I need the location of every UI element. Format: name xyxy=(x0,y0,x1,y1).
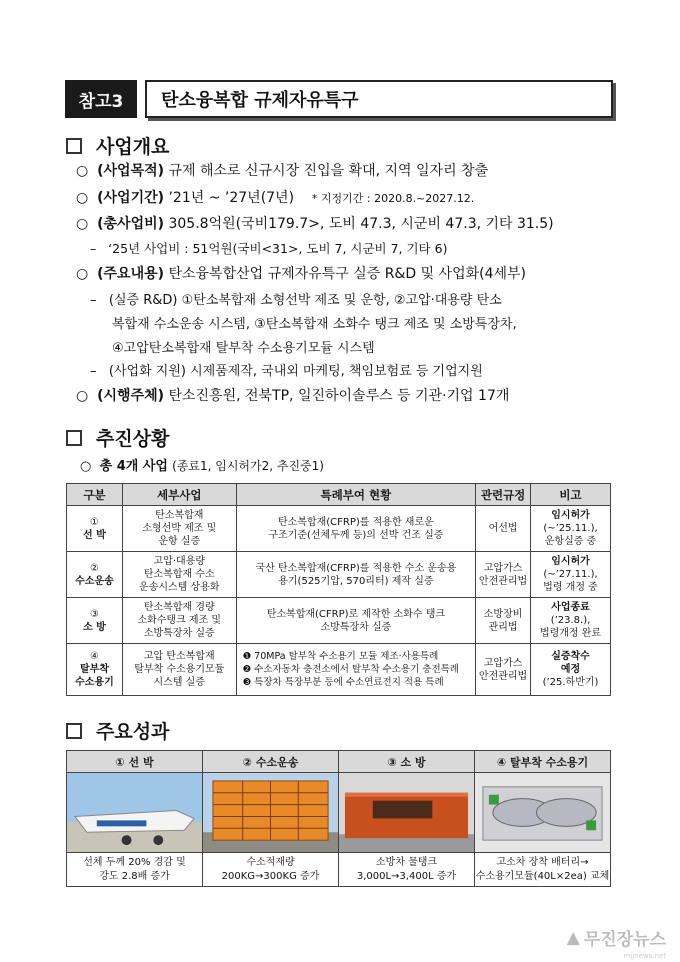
desc-line: 200KG→300KG 증가 xyxy=(221,871,320,882)
reference-tag: 참고3 xyxy=(65,80,137,118)
desc-line: 수소용기모듈(40L×2ea) 교체 xyxy=(475,871,610,882)
summary-detail: (종료1, 임시허가2, 추진중1) xyxy=(172,459,324,473)
line-text: 규제 해소로 신규시장 진입을 확대, 지역 일자리 창출 xyxy=(168,163,489,179)
special-line: 탄소복합재(CFRP)를 적용한 새로운 xyxy=(277,516,434,528)
section-overview-heading xyxy=(66,132,169,159)
checkbox-square-icon xyxy=(66,138,82,154)
overview-line-4 xyxy=(90,239,447,259)
project-line: 운항 실증 xyxy=(158,536,201,547)
page-title xyxy=(145,80,613,118)
note-line: (~’27.11.), xyxy=(543,569,598,580)
project-line: 소형선박 제조 및 xyxy=(142,523,217,534)
boat-photo xyxy=(67,773,202,853)
fire-tank-image xyxy=(339,773,474,852)
table-row xyxy=(67,552,611,598)
bullet: – xyxy=(90,241,97,256)
row-note xyxy=(531,506,611,552)
watermark-url: mjjnews.net xyxy=(623,952,666,960)
special-line: 소방특장차 실증 xyxy=(320,621,392,633)
line-label: (총사업비) xyxy=(97,216,165,232)
rule-line: 고압가스 xyxy=(483,657,523,669)
desc-line: 강도 2.8배 증가 xyxy=(99,871,170,882)
note-line: 법령개정 완료 xyxy=(539,628,602,639)
special-line: ❶ 70MPa 탈부착 수소용기 모듈 제조·사용특례 xyxy=(242,651,439,662)
project-line: 시스템 실증 xyxy=(153,677,205,688)
result-caption: ② 수소운송 xyxy=(203,751,338,773)
overview-line-8 xyxy=(112,339,375,359)
detachable-container-photo xyxy=(475,773,610,853)
col-header-rule: 관련규정 xyxy=(476,484,531,506)
row-project xyxy=(122,506,236,552)
overview-line-9 xyxy=(90,362,483,382)
row-special xyxy=(236,552,476,598)
row-rule xyxy=(476,598,531,644)
row-name: 탈부착 수소용기 xyxy=(75,664,114,688)
row-category xyxy=(67,506,123,552)
hydrogen-tank-image xyxy=(203,773,338,852)
row-special xyxy=(236,598,476,644)
bullet: ○ xyxy=(76,190,89,206)
desc-line: 3,000L→3,400L 증가 xyxy=(356,871,457,882)
note-line: (~’25.11.), xyxy=(543,523,598,534)
line-text: 탄소진흥원, 전북TP, 일진하이솔루스 등 기관·기업 17개 xyxy=(168,388,510,404)
checkbox-square-icon xyxy=(66,723,82,739)
line-text: ‘25년 사업비 : 51억원(국비<31>, 도비 7, 시군비 7, 기타 6) xyxy=(108,241,448,256)
period-note: * 지정기간 : 2020.8.~2027.12. xyxy=(311,192,475,205)
project-line: 소방특장차 실증 xyxy=(143,628,215,639)
overview-line-7 xyxy=(112,315,517,335)
result-card xyxy=(67,751,203,886)
special-line: 용기(525기압, 570리터) 제작 실증 xyxy=(278,575,434,587)
project-line: 탄소복합재 xyxy=(155,510,204,521)
row-number: ① xyxy=(89,516,99,528)
special-line: 구조기준(선체두께 등)의 선박 건조 실증 xyxy=(268,529,444,541)
rule-line: 관리법 xyxy=(488,621,518,633)
line-text: ④고압탄소복합재 탈부착 수소용기모듈 시스템 xyxy=(112,341,375,356)
result-card xyxy=(475,751,610,886)
results-grid xyxy=(66,750,611,887)
section-progress-title: 추진상황 xyxy=(96,428,170,450)
line-label: (시행주체) xyxy=(97,388,165,404)
project-line: 탈부착 수소용기모듈 xyxy=(134,664,225,675)
col-header-note: 비고 xyxy=(531,484,611,506)
desc-line: 소방차 물탱크 xyxy=(375,857,438,868)
note-line: 운항실증 중 xyxy=(544,536,597,547)
table-row xyxy=(67,506,611,552)
fire-tank-photo xyxy=(339,773,474,853)
section-results-title: 주요성과 xyxy=(96,721,170,743)
row-rule xyxy=(476,506,531,552)
result-description xyxy=(203,853,338,886)
row-category xyxy=(67,598,123,644)
bullet: – xyxy=(90,293,97,308)
row-special xyxy=(236,644,476,696)
status-badge: 임시허가 xyxy=(551,556,590,567)
col-header-category: 구분 xyxy=(67,484,123,506)
special-line: 국산 탄소복합재(CFRP)를 적용한 수소 운송용 xyxy=(255,562,457,574)
desc-line: 선체 두께 20% 경감 및 xyxy=(83,857,186,868)
row-note xyxy=(531,552,611,598)
line-label: (주요내용) xyxy=(97,266,165,282)
result-caption: ③ 소 방 xyxy=(339,751,474,773)
project-line: 탄소복합재 경량 xyxy=(143,602,215,613)
rule-line: 고압가스 xyxy=(483,562,523,574)
result-description xyxy=(475,853,610,886)
desc-line: 수소적재량 xyxy=(246,857,295,868)
bullet: ○ xyxy=(76,266,89,282)
row-project xyxy=(122,598,236,644)
bullet: ○ xyxy=(76,163,89,179)
bullet: ○ xyxy=(76,388,89,404)
project-line: 운송시스템 상용화 xyxy=(139,582,220,593)
summary-label: 총 4개 사업 xyxy=(99,459,168,474)
hydrogen-container-image xyxy=(475,773,610,852)
result-caption: ① 선 박 xyxy=(67,751,202,773)
result-card xyxy=(339,751,475,886)
row-name: 소 방 xyxy=(83,621,106,633)
line-label: (사업목적) xyxy=(97,163,165,179)
row-number: ② xyxy=(89,562,99,574)
desc-line: 고소차 장착 배터리→ xyxy=(496,857,589,868)
section-overview-title: 사업개요 xyxy=(96,136,170,158)
row-number: ③ xyxy=(89,608,99,620)
progress-table xyxy=(66,483,611,696)
row-name: 선 박 xyxy=(83,529,106,541)
line-text: 복합재 수소운송 시스템, ③탄소복합재 소화수 탱크 제조 및 소방특장차, xyxy=(112,317,517,332)
row-note xyxy=(531,598,611,644)
rule-line: 소방장비 xyxy=(483,608,523,620)
special-line: ❷ 수소자동차 충전소에서 탈부착 수소용기 충전특례 xyxy=(242,664,459,675)
rule-line: 안전관리법 xyxy=(478,575,528,587)
line-label: (사업기간) xyxy=(97,190,165,206)
row-project xyxy=(122,644,236,696)
row-project xyxy=(122,552,236,598)
project-line: 소화수탱크 제조 및 xyxy=(137,615,222,626)
col-header-project: 세부사업 xyxy=(122,484,236,506)
overview-line-10 xyxy=(76,386,509,406)
line-text: (실증 R&D) ①탄소복합재 소형선박 제조 및 운항, ②고압·대용량 탄소 xyxy=(108,293,502,308)
section-progress-heading xyxy=(66,424,169,451)
hydrogen-transport-photo xyxy=(203,773,338,853)
row-rule xyxy=(476,644,531,696)
row-special xyxy=(236,506,476,552)
watermark-text: 무진장뉴스 xyxy=(583,930,666,950)
result-caption: ④ 탈부착 수소용기 xyxy=(475,751,610,773)
result-card xyxy=(203,751,339,886)
special-line: ❸ 특장차 특장부분 등에 수소연료전지 적용 특례 xyxy=(242,677,444,688)
status-badge: 임시허가 xyxy=(551,510,590,521)
special-line: 탄소복합재(CFRP)로 제작한 소화수 탱크 xyxy=(266,608,446,620)
row-rule xyxy=(476,552,531,598)
bullet: – xyxy=(90,364,97,379)
overview-line-6 xyxy=(90,291,502,311)
row-number: ④ xyxy=(89,651,99,662)
row-category xyxy=(67,552,123,598)
watermark-logo-icon: ▲ xyxy=(566,927,580,948)
overview-line-3 xyxy=(76,214,554,234)
table-row xyxy=(67,598,611,644)
status-badge: 사업종료 xyxy=(551,602,590,613)
line-text: 탄소융복합산업 규제자유특구 실증 R&D 및 사업화(4세부) xyxy=(168,266,526,282)
row-category xyxy=(67,644,123,696)
line-text: 305.8억원(국비179.7>, 도비 47.3, 시군비 47.3, 기타 31.5) xyxy=(168,216,554,232)
line-text: (사업화 지원) 시제품제작, 국내외 마케팅, 책임보험료 등 기업지원 xyxy=(108,364,483,379)
checkbox-square-icon xyxy=(66,430,82,446)
project-line: 고압 탄소복합재 xyxy=(143,651,215,662)
table-header-row xyxy=(67,484,611,506)
section-results-heading xyxy=(66,717,169,744)
boat-image xyxy=(67,773,202,852)
row-name: 수소운송 xyxy=(75,575,114,587)
overview-line-2 xyxy=(76,188,474,209)
status-badge: 실증착수 예정 xyxy=(551,651,590,675)
rule-line: 어선법 xyxy=(488,523,518,534)
result-description xyxy=(339,853,474,886)
overview-line-5 xyxy=(76,264,526,284)
overview-line-1 xyxy=(76,161,488,181)
note-line: 법령 개정 중 xyxy=(543,582,598,593)
bullet: ○ xyxy=(76,216,89,232)
rule-line: 안전관리법 xyxy=(478,670,528,682)
note-line: (’25.하반기) xyxy=(542,677,599,688)
row-note xyxy=(531,644,611,696)
progress-summary: ○ 총 4개 사업 (종료1, 임시허가2, 추진중1) xyxy=(80,459,324,474)
result-description xyxy=(67,853,202,886)
page-title-text: 탄소융복합 규제자유특구 xyxy=(161,90,359,111)
note-line: (’23.8.), xyxy=(550,615,591,626)
line-text: ’21년 ~ ’27년(7년) xyxy=(168,190,295,206)
table-row xyxy=(67,644,611,696)
watermark xyxy=(566,925,666,960)
col-header-special: 특례부여 현황 xyxy=(236,484,476,506)
project-line: 고압·대용량 xyxy=(153,556,205,567)
project-line: 탄소복합재 수소 xyxy=(143,569,215,580)
